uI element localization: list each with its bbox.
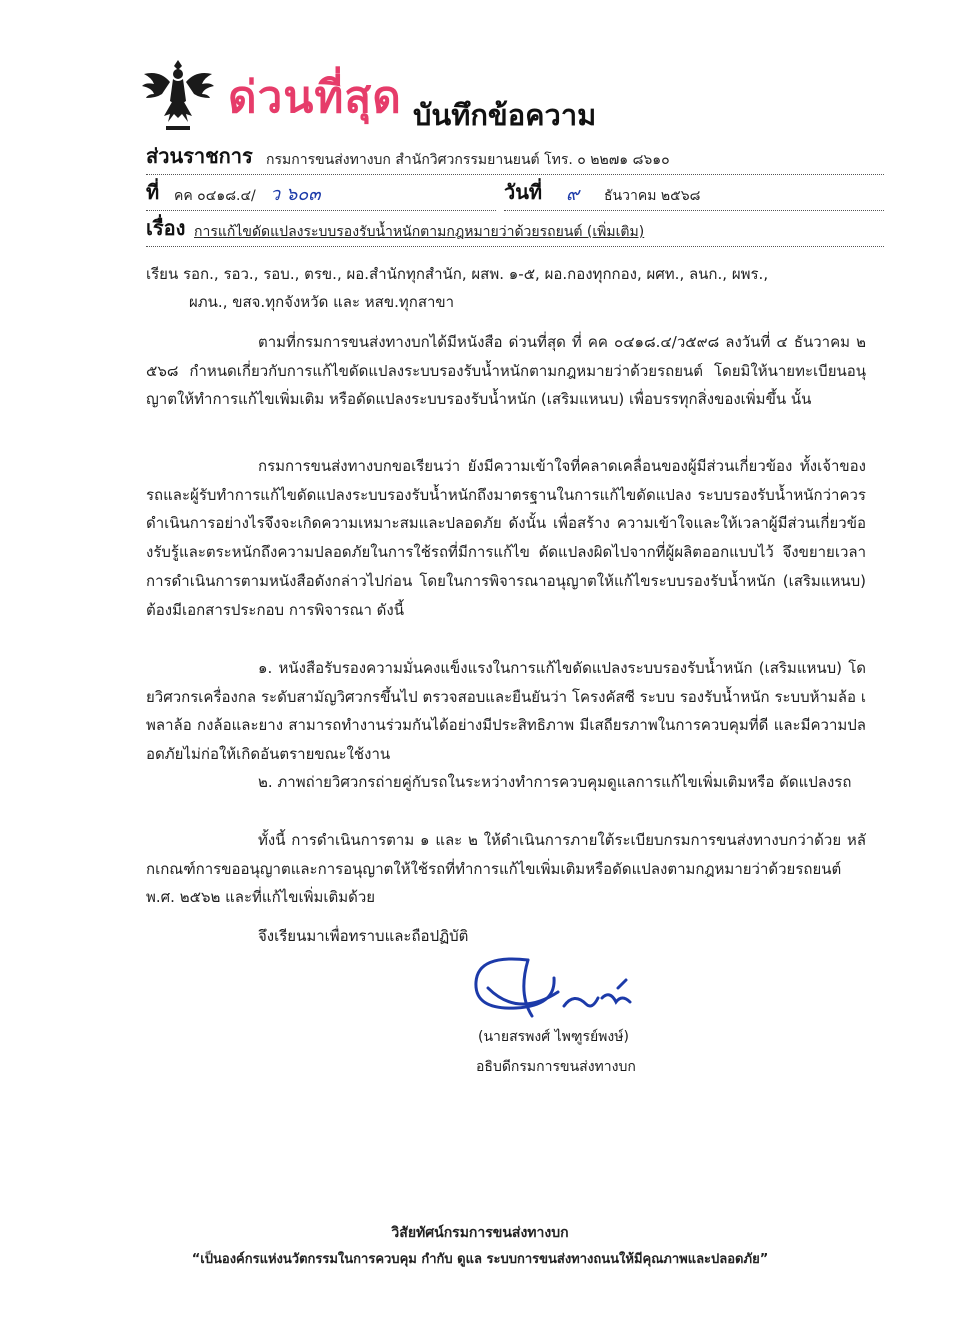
- body-paragraph-2: กรมการขนส่งทางบกขอเรียนว่า ยังมีความเข้าใจที่คลาดเคลื่อนของผู้มีส่วนเกี่ยวข้อง ทั้งเจ้าของรถและผู้รับทำการแก้ไขดัดแปลงระบบรองรับน้ำหนักถึงมาตรฐานในการแก้ไขดัดแปลง ระบบรองรับน้ำหนักว่าควรดำเนินการอย่างไรจึงจะเกิดความเหมาะสมและปลอดภัย ดังนั้น เพื่อสร้าง ความเข้าใจและให้เวลาผู้มีส่วนเกี่ยวข้องรับรู้และตระหนักถึงความปลอดภัยในการใช้รถที่มีการแก้ไข ดัดแปลงผิดไปจากที่ผู้ผลิตออกแบบไว้ จึงขยายเวลาการดำเนินการตามหนังสือดังกล่าวไปก่อน โดยในการพิจารณาอนุญาตให้แก้ไขระบบรองรับน้ำหนัก (เสริมแหนบ) ต้องมีเอกสารประกอบ การพิจารณา ดังนี้: [146, 457, 866, 619]
- body-paragraph-5: ทั้งนี้ การดำเนินการตาม ๑ และ ๒ ให้ดำเนินการภายใต้ระเบียบกรมการขนส่งทางบกว่าด้วย หลักเกณฑ์การขออนุญาตและการอนุญาตให้ใช้รถที่ทำการแก้ไขเพิ่มเติมหรือดัดแปลงตามกฎหมายว่าด้วยรถยนต์ พ.ศ. ๒๕๖๒ และที่แก้ไขเพิ่มเติมด้วย: [146, 831, 866, 907]
- subject-field: [146, 216, 884, 247]
- signature-mark: [468, 948, 648, 1032]
- body-paragraph-4: ๒. ภาพถ่ายวิศวกรถ่ายคู่กับรถในระหว่างทำการควบคุมดูแลการแก้ไขเพิ่มเติมหรือ ดัดแปลงรถ: [258, 773, 852, 791]
- closing-line: จึงเรียนมาเพื่อทราบและถือปฏิบัติ: [258, 927, 469, 945]
- subject-label: เรื่อง: [146, 216, 186, 240]
- date-label: วันที่: [504, 180, 543, 204]
- reference-label: ที่: [146, 180, 160, 204]
- date-field: [504, 180, 884, 211]
- memo-title: บันทึกข้อความ: [413, 98, 597, 132]
- addressee-line-1: เรียน รอก., รอว., รอบ., ตรข., ผอ.สำนักทุกสำนัก, ผสพ. ๑-๕, ผอ.กองทุกกอง, ผศท., ลนก., ผพร.,: [146, 265, 769, 283]
- reference-handwritten: ว ๖๐๓: [270, 184, 321, 205]
- vision-statement: “เป็นองค์กรแห่งนวัตกรรมในการควบคุม กำกับ ดูแล ระบบการขนส่งทางถนนให้มีคุณภาพและปลอดภัย”: [191, 1252, 769, 1267]
- addressee-line-2: ผภน., ขสจ.ทุกจังหวัด และ หสข.ทุกสาขา: [189, 293, 455, 311]
- signer-position: อธิบดีกรมการขนส่งทางบก: [476, 1059, 636, 1075]
- reference-field: [146, 180, 496, 211]
- reference-value: คค ๐๔๑๘.๔/: [174, 188, 256, 204]
- urgency-stamp: ด่วนที่สุด: [228, 72, 402, 123]
- subject-value: การแก้ไขดัดแปลงระบบรองรับน้ำหนักตามกฎหมายว่าด้วยรถยนต์ (เพิ่มเติม): [194, 224, 645, 240]
- body-paragraph-3: ๑. หนังสือรับรองความมั่นคงแข็งแรงในการแก้ไขดัดแปลงระบบรองรับน้ำหนัก (เสริมแหนบ) โดยวิศวกรเครื่องกล ระดับสามัญวิศวกรขึ้นไป ตรวจสอบและยืนยันว่า โครงคัสซี ระบบ รองรับน้ำหนัก ระบบห้ามล้อ เพลาล้อ กงล้อและยาง สามารถทำงานร่วมกันได้อย่างมีประสิทธิภาพ มีเสถียรภาพในการควบคุมที่ดี และมีความปลอดภัยไม่ก่อให้เกิดอันตรายขณะใช้งาน: [146, 659, 866, 764]
- agency-label: ส่วนราชการ: [146, 144, 253, 168]
- garuda-emblem-icon: [140, 54, 216, 134]
- signer-name: (นายสรพงศ์ ไพฑูรย์พงษ์): [478, 1029, 629, 1045]
- body-paragraph-1: ตามที่กรมการขนส่งทางบกได้มีหนังสือ ด่วนที่สุด ที่ คค ๐๔๑๘.๔/ว๕๙๘ ลงวันที่ ๔ ธันวาคม ๒๕๖๘ กำหนดเกี่ยวกับการแก้ไขดัดแปลงระบบรองรับน้ำหนักตามกฎหมายว่าด้วยรถยนต์ โดยมิให้นายทะเบียนอนุญาตให้ทำการแก้ไขเพิ่มเติม หรือดัดแปลงระบบรองรับน้ำหนัก (เสริมแหนบ) เพื่อบรรทุกสิ่งของเพิ่มขึ้น นั้น: [146, 333, 866, 409]
- date-value: ธันวาคม ๒๕๖๘: [604, 188, 701, 204]
- date-handwritten: ๙: [566, 184, 580, 205]
- agency-field: [146, 144, 884, 175]
- agency-value: กรมการขนส่งทางบก สำนักวิศวกรรมยานยนต์ โทร. ๐ ๒๒๗๑ ๘๖๑๐: [266, 152, 670, 168]
- vision-title: วิสัยทัศน์กรมการขนส่งทางบก: [391, 1225, 569, 1241]
